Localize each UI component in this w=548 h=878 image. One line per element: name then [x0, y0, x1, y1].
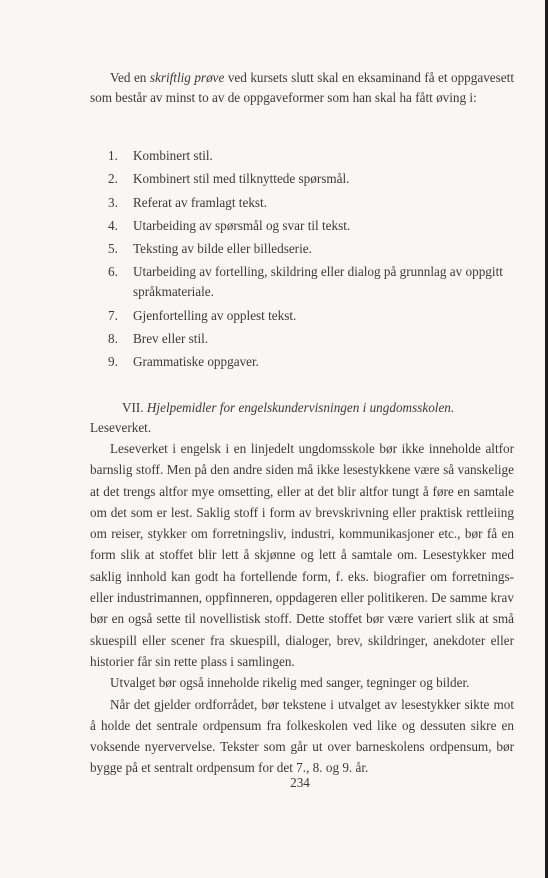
list-item [90, 216, 514, 236]
list-item-text: Kombinert stil med tilknyttede spørsmål. [133, 171, 350, 187]
section-title: Hjelpemidler for engelskundervisningen i ungdomsskolen. [146, 400, 455, 415]
section-number: VII. [122, 400, 144, 415]
body-paragraph: Utvalget bør også inneholde rikelig med sanger, tegninger og bilder. [110, 675, 470, 691]
body-paragraph: Når det gjelder ordforrådet, bør tekstene i utvalget av lesestykker sikte mot å holde det sentrale ordpensum fra folkeskolen ved like og dessuten sikre en voksende nyervervelse. Tekster som går ut over barneskolens ordpensum, bør bygge på et sentralt ordpensum for det 7., 8. og 9. år. [90, 696, 514, 776]
list-item [90, 306, 514, 326]
intro-text-before: Ved en [110, 70, 150, 85]
list-item-text: Gjenfortelling av opplest tekst. [133, 307, 297, 323]
list-item-number: 6. [108, 264, 118, 280]
section-heading [122, 398, 522, 418]
intro-text-after: ved kursets slutt skal en eksaminand få et oppgavesett som består av minst to av de oppgaveformer som han skal ha fått øving i: [90, 70, 514, 105]
list-item-text: Utarbeiding av spørsmål og svar til tekst. [133, 217, 351, 233]
intro-paragraph [90, 68, 514, 108]
body-text [90, 438, 514, 779]
list-item-number: 8. [108, 331, 118, 347]
list-item-text: Referat av framlagt tekst. [133, 194, 268, 210]
list-item [90, 262, 514, 302]
list-item-number: 1. [108, 148, 118, 163]
list-item-number: 2. [108, 171, 118, 187]
list-item-text: Brev eller stil. [133, 331, 209, 347]
page-number: 234 [290, 775, 310, 790]
list-item-number: 9. [108, 354, 118, 370]
list-item-number: 3. [108, 194, 118, 210]
exam-task-list [90, 146, 514, 376]
list-item-text: Kombinert stil. [133, 148, 213, 163]
list-item [90, 193, 514, 213]
body-paragraph: Leseverket i engelsk i en linjedelt ungdomsskole bør ikke inneholde altfor barnslig stoff. Men på den andre siden må ikke lesestykkene være så vanskelige at det trengs altfor mye omsetting, eller at det blir altfor tungt å føre en samtale om det som er lest. Saklig stoff i form av brevskrivning eller praktisk rettleiing om reiser, stykker om forretningsliv, industri, kommunikasjoner etc., bør få en form slik at stoffet blir lett å skjønne og lett å samtale om. Lesestykker med saklig innhold kan godt ha fortellende form, f. eks. biografier om forretnings- eller industrimannen, oppfinneren, oppdageren eller politikeren. De samme krav bør en også sette til novellistisk stoff. Dette stoffet bør være variert slik at små skuespill eller scener fra skuespill, dialoger, brev, skildringer, anekdoter eller historier får sin rette plass i samlingen. [90, 441, 514, 669]
intro-italic-term: skriftlig prøve [149, 70, 225, 85]
list-item [90, 352, 514, 372]
list-item-text: Utarbeiding av fortelling, skildring eller dialog på grunnlag av oppgitt språkmateriale. [133, 264, 503, 300]
list-item [90, 239, 514, 259]
list-item [90, 146, 514, 166]
list-item-text: Grammatiske oppgaver. [133, 354, 259, 370]
list-item-text: Teksting av bilde eller billedserie. [133, 241, 312, 257]
list-item [90, 329, 514, 349]
subheading: Leseverket. [90, 420, 152, 435]
list-item-number: 5. [108, 241, 118, 257]
list-item-number: 4. [108, 217, 118, 233]
list-item-number: 7. [108, 307, 118, 323]
list-item [90, 169, 514, 189]
